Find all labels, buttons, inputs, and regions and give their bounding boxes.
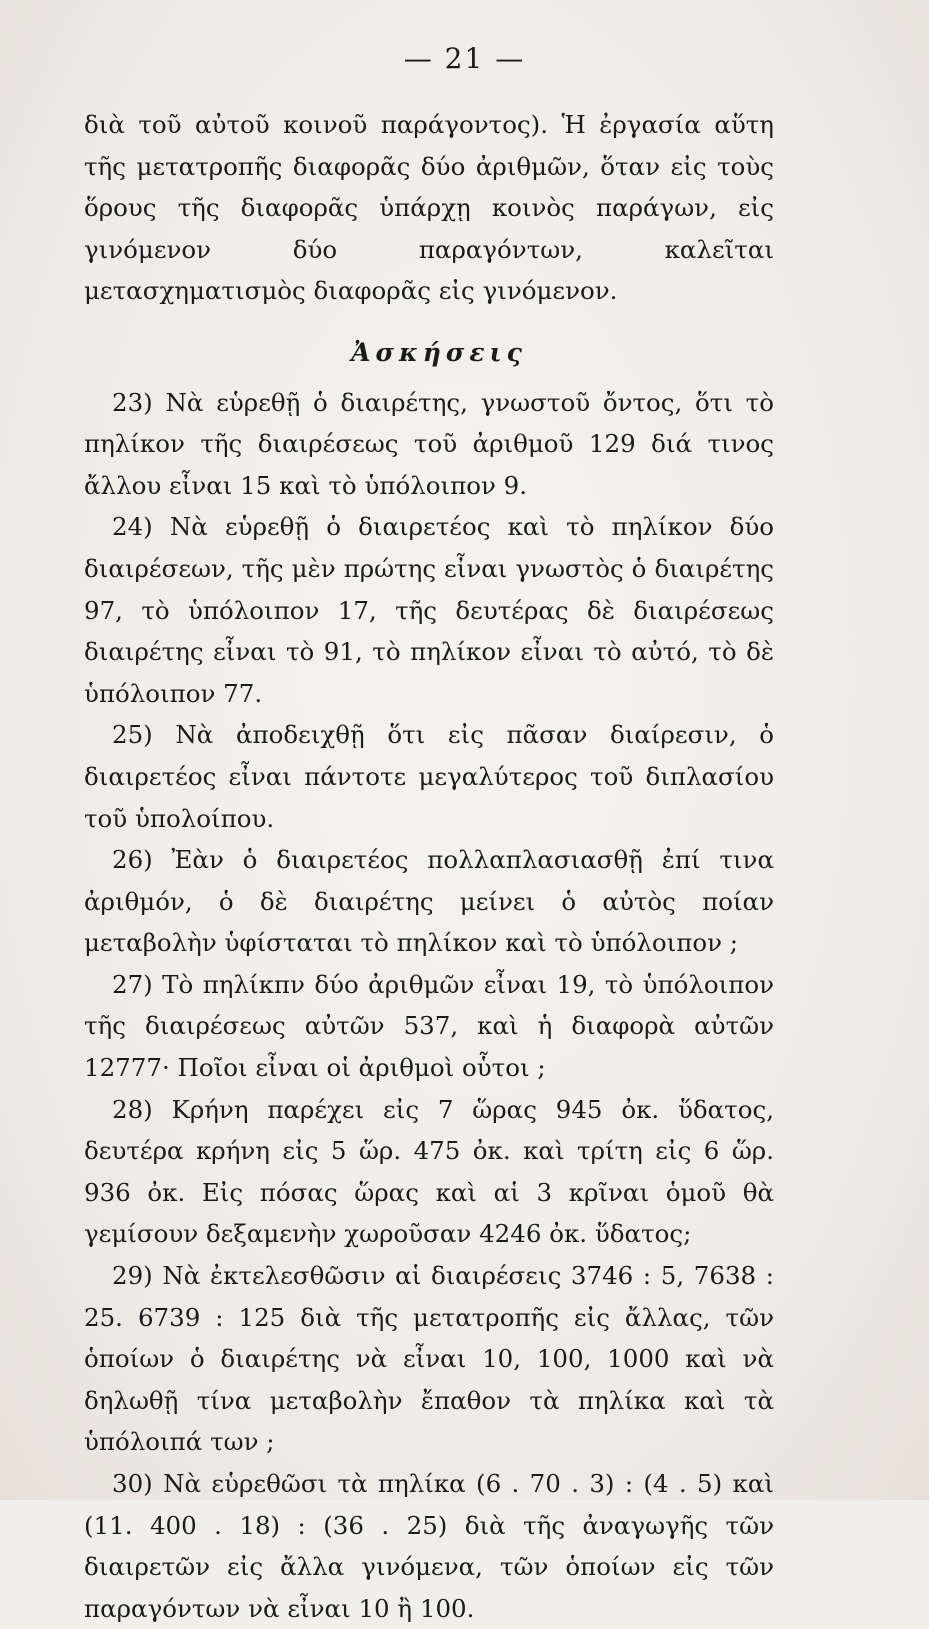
page-number: — 21 —	[403, 42, 526, 75]
page-body	[84, 104, 774, 1629]
exercise-28: 28) Κρήνη παρέχει εἰς 7 ὥρας 945 ὀκ. ὕδατος, δευτέρα κρήνη εἰς 5 ὥρ. 475 ὀκ. καὶ τρίτη εἰς 6 ὥρ. 936 ὀκ. Εἰς πόσας ὥρας καὶ αἱ 3 κρῖναι ὁμοῦ θὰ γεμίσουν δεξαμενὴν χωροῦσαν 4246 ὀκ. ὕδατος;	[84, 1094, 774, 1249]
exercise-23: 23) Νὰ εὑρεθῇ ὁ διαιρέτης, γνωστοῦ ὄντος, ὅτι τὸ πηλίκον τῆς διαιρέσεως τοῦ ἀριθμοῦ 129 διά τινος ἄλλου εἶναι 15 καὶ τὸ ὑπόλοιπον 9.	[84, 387, 774, 500]
exercise-29: 29) Νὰ ἐκτελεσθῶσιν αἱ διαιρέσεις 3746 : 5, 7638 : 25. 6739 : 125 διὰ τῆς μετατροπῆς εἰς ἄλλας, τῶν ὁποίων ὁ διαιρέτης νὰ εἶναι 10, 100, 1000 καὶ νὰ δηλωθῇ τίνα μεταβολὴν ἔπαθον τὰ πηλίκα καὶ τὰ ὑπόλοιπά των ;	[84, 1261, 774, 1457]
intro-paragraph: διὰ τοῦ αὐτοῦ κοινοῦ παράγοντος). Ἡ ἐργασία αὕτη τῆς μετατροπῆς διαφορᾶς δύο ἀριθμῶν, ὅταν εἰς τοὺς ὅρους τῆς διαφορᾶς ὑπάρχῃ κοινὸς παράγων, εἰς γινόμενον δύο παραγόντων, καλεῖται μετασχηματισμὸς διαφορᾶς εἰς γινόμενον.	[84, 110, 774, 306]
exercise-27: 27) Τὸ πηλίκπν δύο ἀριθμῶν εἶναι 19, τὸ ὑπόλοιπον τῆς διαιρέσεως αὐτῶν 537, καὶ ἡ διαφορὰ αὐτῶν 12777· Ποῖοι εἶναι οἱ ἀριθμοὶ οὗτοι ;	[84, 969, 774, 1083]
exercise-26: 26) Ἐὰν ὁ διαιρετέος πολλαπλασιασθῇ ἐπί τινα ἀριθμόν, ὁ δὲ διαιρέτης μείνει ὁ αὐτὸς ποίαν μεταβολὴν ὑφίσταται τὸ πηλίκον καὶ τὸ ὑπόλοιπον ;	[84, 845, 774, 958]
exercise-24: 24) Νὰ εὑρεθῇ ὁ διαιρετέος καὶ τὸ πηλίκον δύο διαιρέσεων, τῆς μὲν πρώτης εἶναι γνωστὸς ὁ διαιρέτης 97, τὸ ὑπόλοιπον 17, τῆς δευτέρας δὲ διαιρέσεως διαιρέτης εἶναι τὸ 91, τὸ πηλίκον εἶναι τὸ αὐτό, τὸ δὲ ὑπόλοιπον 77.	[84, 512, 774, 708]
exercise-30: 30) Νὰ εὑρεθῶσι τὰ πηλίκα (6 . 70 . 3) : (4 . 5) καὶ (11. 400 . 18) : (36 . 25) διὰ τῆς ἀναγωγῆς τῶν διαιρετῶν εἰς ἄλλα γινόμενα, τῶν ὁποίων εἰς τῶν παραγόντων νὰ εἶναι 10 ἢ 100.	[84, 1469, 774, 1623]
section-heading: Ἀσκήσεις	[351, 337, 527, 367]
exercise-25: 25) Νὰ ἀποδειχθῇ ὅτι εἰς πᾶσαν διαίρεσιν, ὁ διαιρετέος εἶναι πάντοτε μεγαλύτερος τοῦ διπλασίου τοῦ ὑπολοίπου.	[84, 720, 774, 833]
